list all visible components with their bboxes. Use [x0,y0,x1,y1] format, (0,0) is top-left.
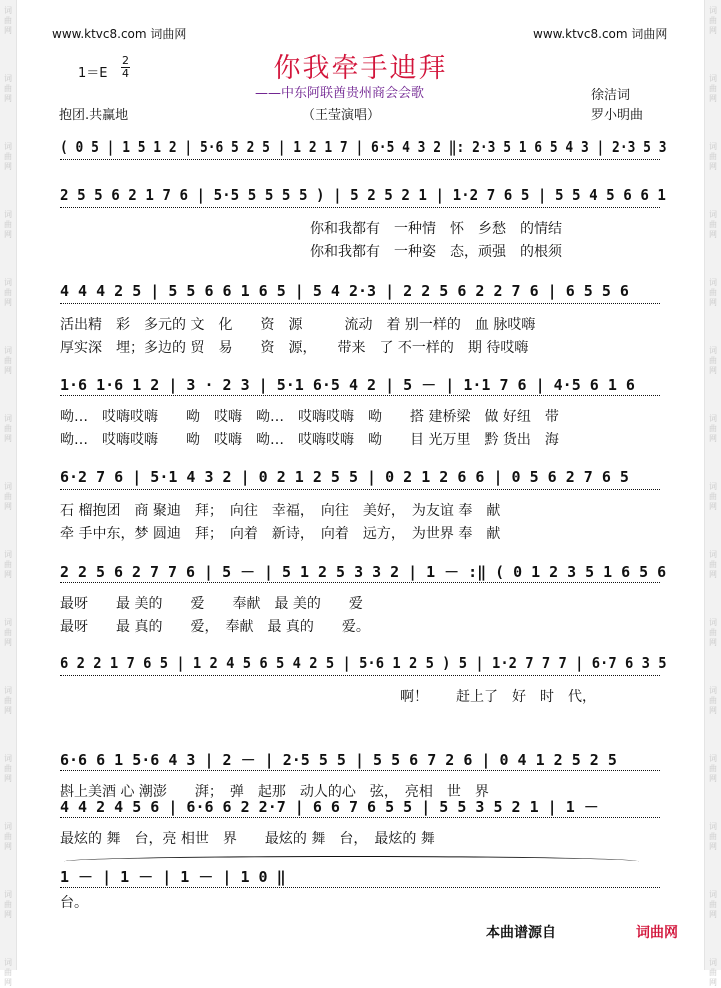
notation-line: 1·6 1·6 1 2 | 3 · 2 3 | 5·1 6·5 4 2 | 5 － | 1·1 7 6 | 4·5 6 1 6 [60,376,635,394]
beam-line [60,817,660,818]
right-watermark-column [705,0,721,987]
beam-line [60,489,660,490]
watermark-text: 词 曲 网 [709,482,717,511]
beam-line [60,303,660,304]
key-signature: 1＝E [78,66,108,81]
notation-line: 4 4 2 4 5 6 | 6·6 6 2 2·7 | 6 6 7 6 5 5 | 5 5 3 5 2 1 | 1 － [60,798,599,816]
watermark-text: 词 曲 网 [709,822,717,851]
watermark-text: 词 曲 网 [709,6,717,35]
site-label-left: www.ktvc8.com 词曲网 [52,27,187,41]
watermark-text: 词 曲 网 [709,74,717,103]
watermark-text: 词 曲 网 [709,754,717,783]
lyric-line-2: 你和我都有 一种姿 态，顽强 的根须 [310,244,562,260]
watermark-text: 词 曲 网 [709,618,717,647]
watermark-text: 词 曲 网 [709,686,717,715]
notation-line: 6·2 7 6 | 5·1 4 3 2 | 0 2 1 2 5 5 | 0 2 1 2 6 6 | 0 5 6 2 7 6 5 [60,468,629,486]
song-title: 你我牵手迪拜 [273,53,448,84]
notation-line: 6 2 2 1 7 6 5 | 1 2 4 5 6 5 4 2 5 | 5·6 1 2 5 ) 5 | 1·2 7 7 7 | 6·7 6 3 5 [60,654,667,672]
lyric-line-1: 最呀 最 美的 爱 奉献 最 美的 爱 [60,596,363,612]
left-watermark-column [0,0,16,987]
lyric-line-1: 你和我都有 一种情 怀 乡愁 的情结 [310,221,562,237]
watermark-text: 词 曲 网 [709,550,717,579]
beam-line [60,582,660,583]
beam-line [60,887,660,888]
lyric-line-2: 最呀 最 真的 爱， 奉献 最 真的 爱。 [60,619,370,635]
watermark-text: 词 曲 网 [4,754,12,783]
beam-line [60,675,660,676]
lyric-line-1: 啊！ 赶上了 好 时 代， [400,689,596,705]
lyric-line-2: 呦… 哎嗨哎嗨 呦 哎嗨 呦… 哎嗨哎嗨 呦 目 光万里 黔 货出 海 [60,432,559,448]
tagline: 抱团.共赢地 [59,108,129,123]
watermark-text: 词 曲 网 [4,550,12,579]
watermark-text: 词 曲 网 [709,278,717,307]
watermark-text: 词 曲 网 [4,142,12,171]
watermark-text: 词 曲 网 [4,822,12,851]
watermark-text: 词 曲 网 [4,618,12,647]
watermark-text: 词 曲 网 [709,890,717,919]
watermark-text: 词 曲 网 [4,958,12,987]
watermark-text: 词 曲 网 [4,278,12,307]
beam-line [60,159,660,160]
watermark-text: 词 曲 网 [4,210,12,239]
lyric-line-1: 斟上美酒 心 潮澎 湃； 弹 起那 动人的心 弦， 亮相 世 界 [60,784,489,800]
lyric-line-1: 呦… 哎嗨哎嗨 呦 哎嗨 呦… 哎嗨哎嗨 呦 搭 建桥梁 做 好纽 带 [60,409,559,425]
song-subtitle: ——中东阿联酋贵州商会会歌 [255,86,425,101]
site-label-right: www.ktvc8.com 词曲网 [533,27,668,41]
watermark-text: 词 曲 网 [4,482,12,511]
beam-line [60,770,660,771]
singer-credit: （王莹演唱） [302,108,381,123]
footer-source-site[interactable]: 词曲网 [636,925,678,941]
watermark-text: 词 曲 网 [709,346,717,375]
watermark-text: 词 曲 网 [709,142,717,171]
lyricist-credit: 徐洁词 [591,88,631,103]
notation-line: 4 4 4 2 5 | 5 5 6 6 1 6 5 | 5 4 2·3 | 2 2 5 6 2 2 7 6 | 6 5 5 6 [60,282,629,300]
beam-line [60,395,660,396]
lyric-line-1: 最炫的 舞 台，亮 相世 界 最炫的 舞 台， 最炫的 舞 [60,831,435,847]
watermark-text: 词 曲 网 [4,414,12,443]
notation-line: 1 － | 1 － | 1 － | 1 0 ‖ [60,868,286,886]
watermark-text: 词 曲 网 [709,414,717,443]
watermark-text: 词 曲 网 [709,210,717,239]
lyric-line-1: 活出精 彩 多元的 文 化 资 源 流动 着 别一样的 血 脉哎嗨 [60,317,536,333]
notation-line: 2 2 5 6 2 7 7 6 | 5 － | 5 1 2 5 3 3 2 | 1 － :‖ ( 0 1 2 3 5 1 6 5 6 [60,563,667,581]
lyric-line-1: 石 榴抱团 商 聚迪 拜； 向往 幸福， 向往 美好， 为友谊 奉 献 [60,503,501,519]
time-signature-top: 2 [122,54,129,67]
time-signature [121,55,130,80]
lyric-line-2: 牵 手中东，梦 圆迪 拜； 向着 新诗， 向着 远方， 为世界 奉 献 [60,526,501,542]
long-tie [64,856,639,867]
notation-line: ( 0 5 | 1 5 1 2 | 5·6 5 2 5 | 1 2 1 7 | 6·5 4 3 2 ‖: 2·3 5 1 6 5 4 3 | 2·3 5 3 [60,138,667,156]
watermark-text: 词 曲 网 [4,346,12,375]
watermark-text: 词 曲 网 [4,686,12,715]
lyric-line-2: 厚实深 埋；多边的 贸 易 资 源， 带来 了 不一样的 期 待哎嗨 [60,340,529,356]
watermark-text: 词 曲 网 [709,958,717,987]
watermark-text: 词 曲 网 [4,74,12,103]
notation-line: 6·6 6 1 5·6 4 3 | 2 － | 2·5 5 5 | 5 5 6 7 2 6 | 0 4 1 2 5 2 5 [60,751,617,769]
watermark-text: 词 曲 网 [4,890,12,919]
footer-source-label: 本曲谱源自 [486,925,556,941]
composer-credit: 罗小明曲 [591,108,644,123]
lyric-line-1: 台。 [60,895,88,911]
watermark-text: 词 曲 网 [4,6,12,35]
notation-line: 2 5 5 6 2 1 7 6 | 5·5 5 5 5 5 ) | 5 2 5 2 1 | 1·2 7 6 5 | 5 5 4 5 6 6 1 [60,186,666,204]
time-signature-bottom: 4 [122,67,129,80]
beam-line [60,207,660,208]
